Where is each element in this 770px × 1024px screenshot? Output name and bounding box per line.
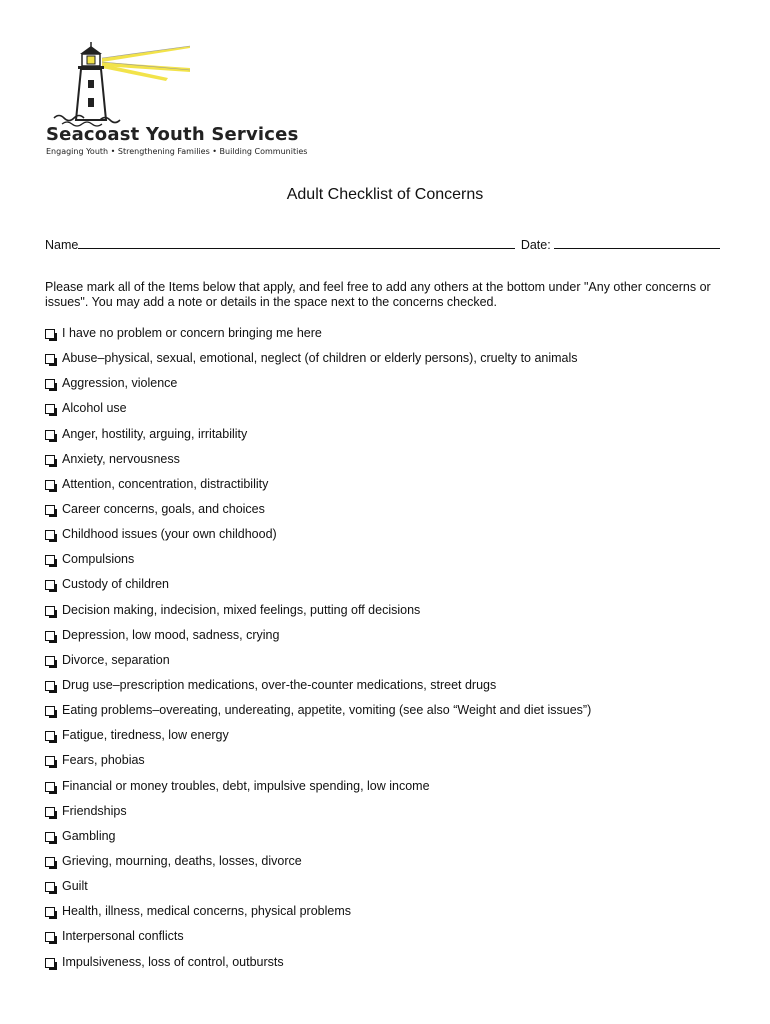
checklist-item-label: Alcohol use: [62, 401, 127, 416]
checkbox[interactable]: [45, 882, 55, 892]
checkbox[interactable]: [45, 505, 55, 515]
checklist-item-label: Drug use–prescription medications, over-the-counter medications, street drugs: [62, 677, 497, 692]
checklist-item-label: Financial or money troubles, debt, impulsive spending, low income: [62, 778, 430, 793]
checklist-item-label: Interpersonal conflicts: [62, 929, 184, 944]
checklist-item: [45, 376, 745, 401]
concerns-checklist: [45, 326, 745, 980]
checklist-item: [45, 552, 745, 577]
checkbox[interactable]: [45, 756, 55, 766]
checklist-item-label: Anxiety, nervousness: [62, 451, 180, 466]
checklist-item-label: Guilt: [62, 879, 88, 894]
checklist-item: [45, 728, 745, 753]
checklist-item: [45, 603, 745, 628]
checklist-item-label: Childhood issues (your own childhood): [62, 527, 277, 542]
organization-logo: [40, 40, 308, 160]
checklist-item-label: Impulsiveness, loss of control, outbursts: [62, 954, 284, 969]
lighthouse-icon: [40, 40, 200, 130]
checkbox[interactable]: [45, 832, 55, 842]
checkbox[interactable]: [45, 631, 55, 641]
checkbox[interactable]: [45, 379, 55, 389]
checklist-item: [45, 527, 745, 552]
instructions-text: Please mark all of the Items below that apply, and feel free to add any others at the bottom under "Any other concerns or issues". You may add a note or details in the space next to the concerns checked.: [45, 280, 711, 309]
checklist-item-label: Abuse–physical, sexual, emotional, neglect (of children or elderly persons), cruelty to animals: [62, 351, 578, 366]
name-date-row: [45, 236, 725, 252]
checklist-item: [45, 326, 745, 351]
page-title: Adult Checklist of Concerns: [286, 186, 484, 203]
checkbox[interactable]: [45, 857, 55, 867]
checkbox[interactable]: [45, 706, 55, 716]
checklist-item: [45, 879, 745, 904]
checkbox[interactable]: [45, 354, 55, 364]
checklist-item: [45, 829, 745, 854]
checklist-item-label: Anger, hostility, arguing, irritability: [62, 426, 248, 441]
checklist-item: [45, 929, 745, 954]
checklist-item: [45, 477, 745, 502]
checkbox[interactable]: [45, 958, 55, 968]
checklist-item-label: Friendships: [62, 803, 127, 818]
checkbox[interactable]: [45, 480, 55, 490]
checklist-item-label: Fatigue, tiredness, low energy: [62, 728, 229, 743]
checklist-item-label: Eating problems–overeating, undereating, appetite, vomiting (see also “Weight and diet issues”): [62, 703, 592, 718]
checklist-item: [45, 804, 745, 829]
checklist-item-label: Decision making, indecision, mixed feelings, putting off decisions: [62, 602, 421, 617]
checklist-item-label: Aggression, violence: [62, 376, 178, 391]
checklist-item-label: Health, illness, medical concerns, physical problems: [62, 904, 352, 919]
checklist-item-label: I have no problem or concern bringing me here: [62, 326, 322, 340]
checklist-item: [45, 955, 745, 980]
checkbox[interactable]: [45, 681, 55, 691]
checklist-item: [45, 452, 745, 477]
checklist-item-label: Gambling: [62, 828, 116, 843]
date-label: Date:: [520, 238, 551, 252]
name-label: Name: [45, 238, 79, 252]
organization-tagline: Engaging Youth • Strengthening Families • Building Communities: [46, 147, 308, 156]
checkbox[interactable]: [45, 530, 55, 540]
checklist-item: [45, 753, 745, 778]
checklist-item: [45, 703, 745, 728]
checkbox[interactable]: [45, 404, 55, 414]
checklist-item-label: Compulsions: [62, 552, 135, 567]
checklist-item-label: Fears, phobias: [62, 753, 145, 768]
checkbox[interactable]: [45, 430, 55, 440]
checkbox[interactable]: [45, 329, 55, 339]
checkbox[interactable]: [45, 782, 55, 792]
checklist-item: [45, 577, 745, 602]
name-field[interactable]: [78, 236, 515, 249]
checklist-item: [45, 678, 745, 703]
checkbox[interactable]: [45, 807, 55, 817]
checklist-item: [45, 427, 745, 452]
checklist-item: [45, 628, 745, 653]
checklist-item-label: Divorce, separation: [62, 652, 170, 667]
date-field[interactable]: [554, 236, 720, 249]
checkbox[interactable]: [45, 555, 55, 565]
checkbox[interactable]: [45, 907, 55, 917]
checklist-item: [45, 904, 745, 929]
checklist-item-label: Custody of children: [62, 577, 170, 592]
checkbox[interactable]: [45, 455, 55, 465]
checkbox[interactable]: [45, 932, 55, 942]
checklist-item: [45, 779, 745, 804]
checklist-item-label: Career concerns, goals, and choices: [62, 501, 265, 516]
checklist-item: [45, 502, 745, 527]
checklist-item: [45, 351, 745, 376]
checkbox[interactable]: [45, 656, 55, 666]
checklist-item: [45, 854, 745, 879]
checkbox[interactable]: [45, 580, 55, 590]
checkbox[interactable]: [45, 606, 55, 616]
checklist-item: [45, 401, 745, 426]
checklist-item-label: Attention, concentration, distractibility: [62, 476, 269, 491]
organization-name: Seacoast Youth Services: [46, 124, 299, 145]
checklist-item-label: Depression, low mood, sadness, crying: [62, 627, 280, 642]
checklist-item: [45, 653, 745, 678]
checklist-item-label: Grieving, mourning, deaths, losses, divorce: [62, 853, 302, 868]
checkbox[interactable]: [45, 731, 55, 741]
